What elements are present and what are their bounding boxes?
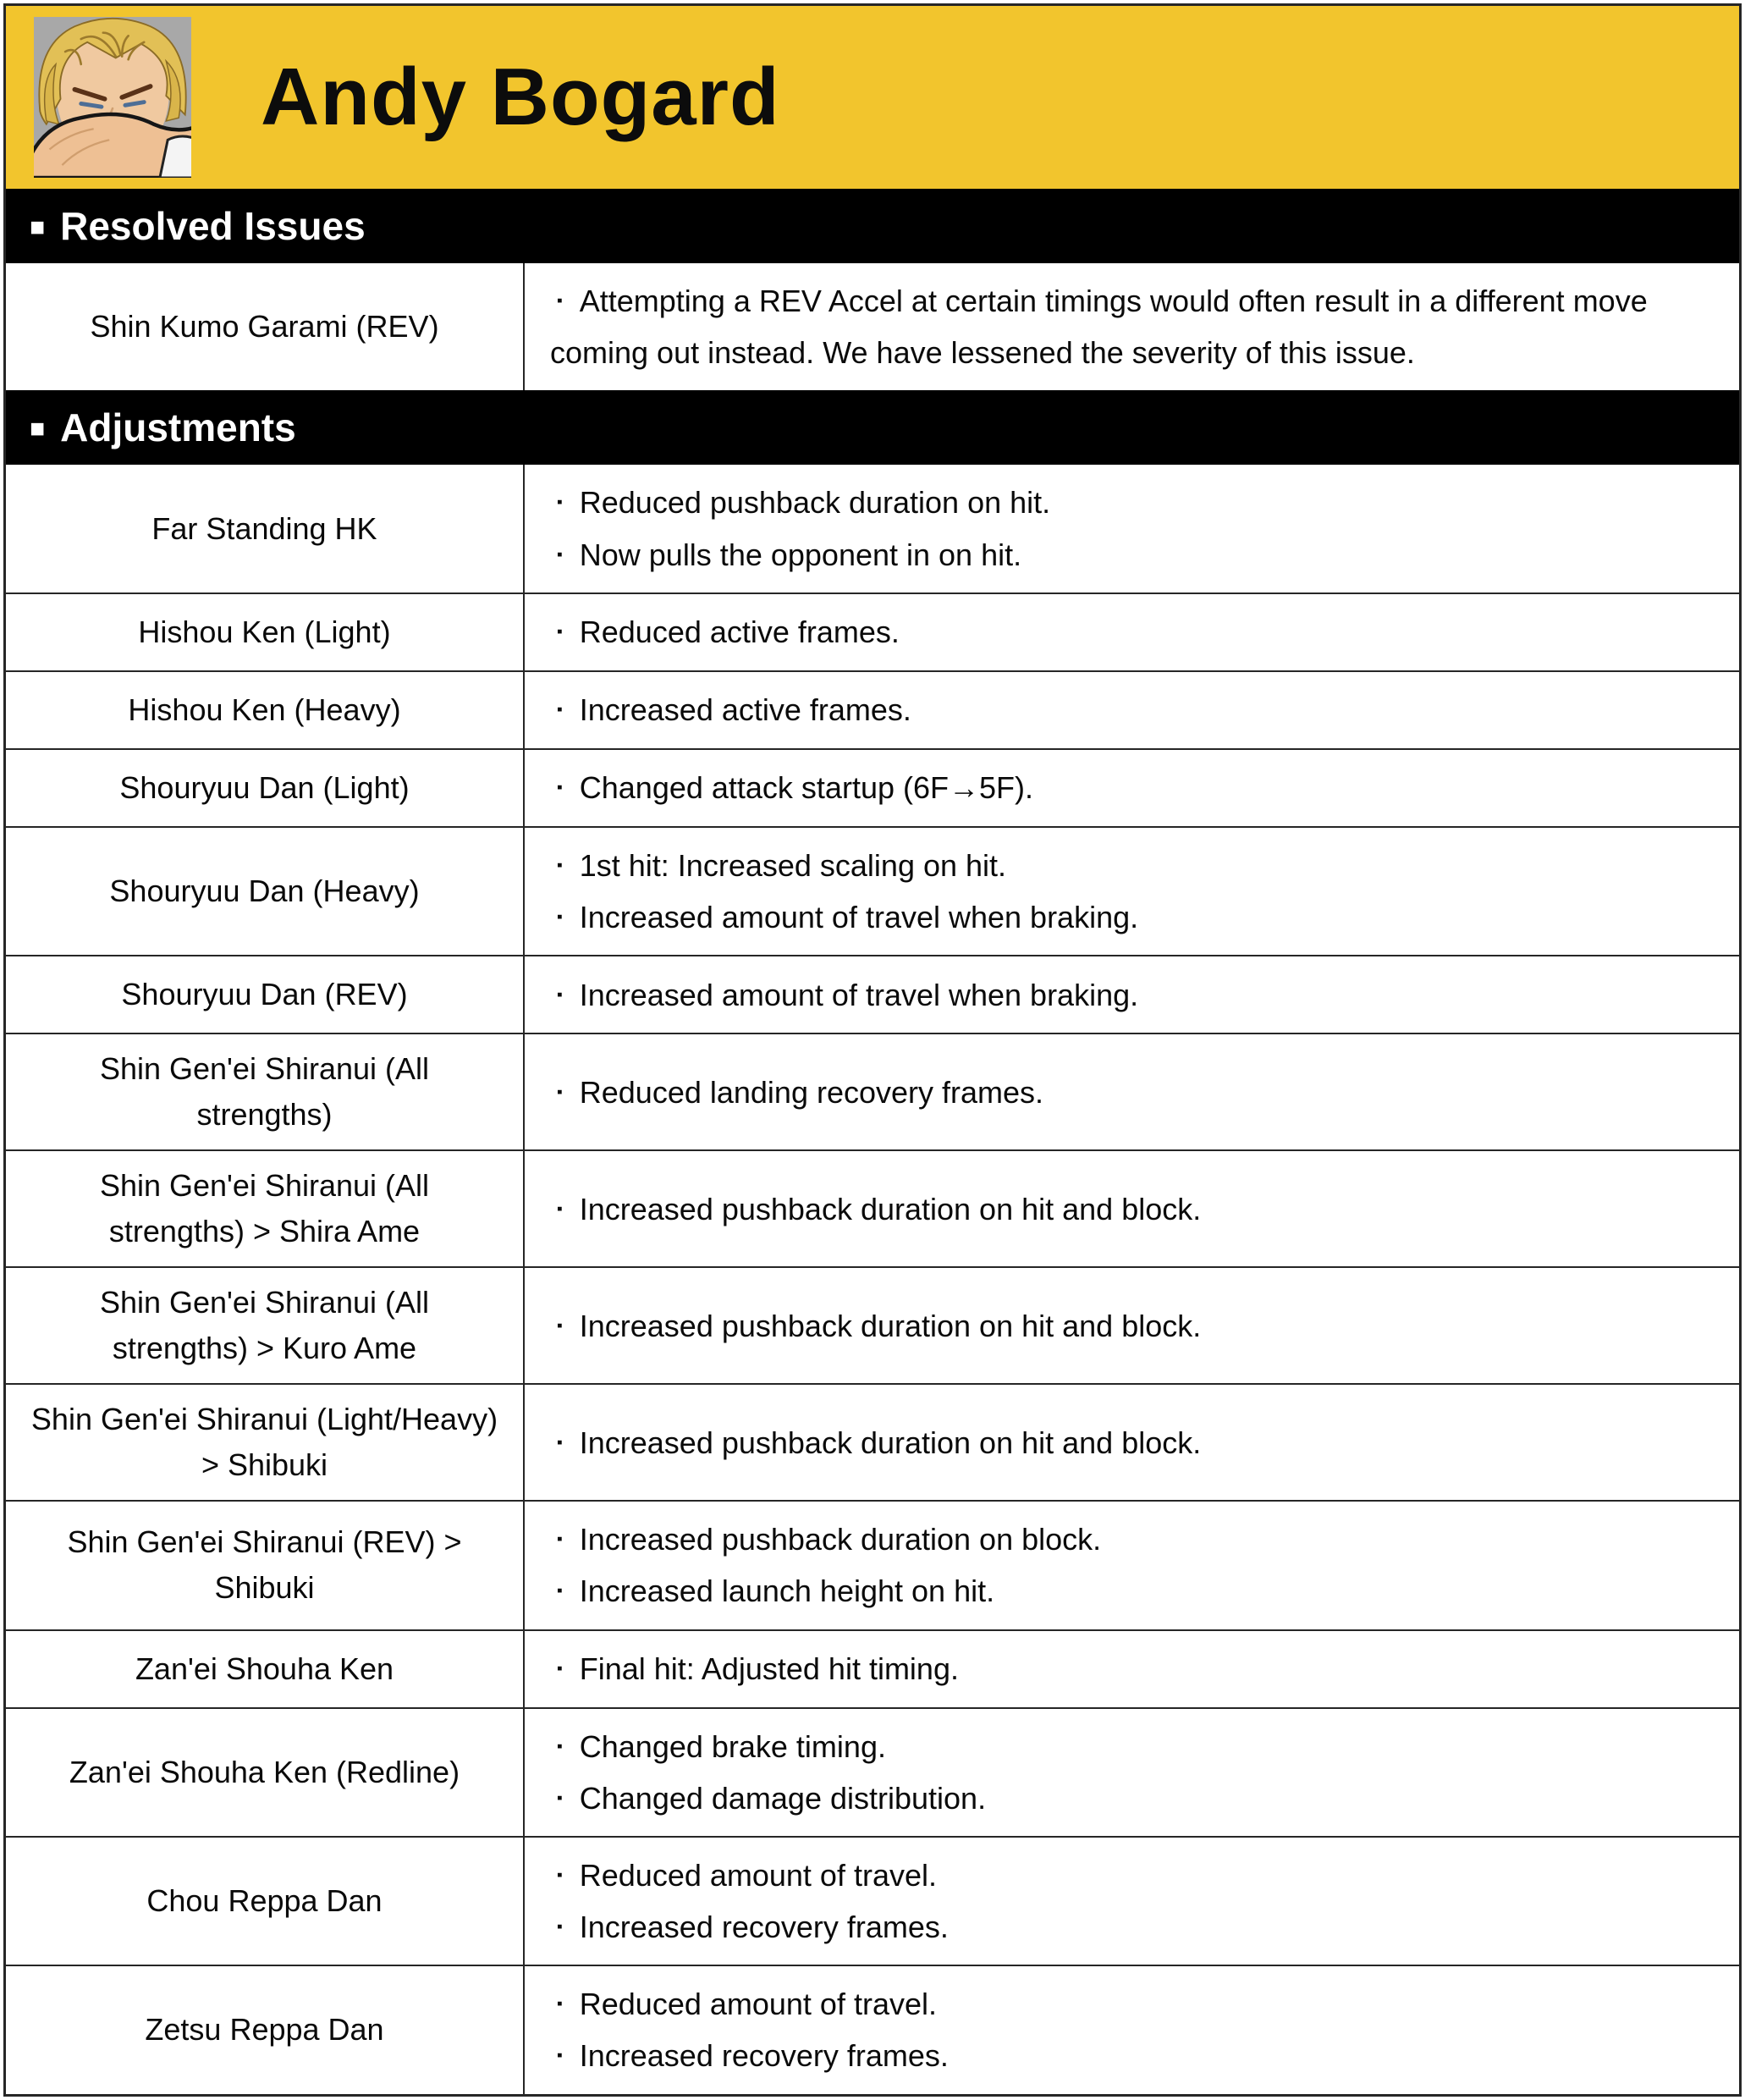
move-name-cell	[6, 594, 525, 670]
change-text: Changed brake timing.	[579, 1728, 886, 1764]
change-item	[550, 1772, 1705, 1824]
bullet-icon: ▪	[557, 493, 563, 512]
table-row	[6, 670, 1739, 748]
table-row	[6, 955, 1739, 1033]
change-text: Changed damage distribution.	[579, 1780, 987, 1816]
move-name: Shin Gen'ei Shiranui (All strengths) > Shira Ame	[99, 1168, 430, 1249]
change-list-cell	[525, 465, 1739, 592]
change-item	[550, 1643, 1705, 1695]
change-item	[550, 1849, 1705, 1901]
change-item	[550, 1417, 1705, 1469]
change-item	[550, 2030, 1705, 2081]
bullet-icon: ▪	[557, 1737, 563, 1756]
move-name: Shin Gen'ei Shiranui (All strengths)	[99, 1051, 430, 1133]
move-name-cell	[6, 1151, 525, 1266]
move-name: Chou Reppa Dan	[146, 1883, 383, 1919]
bullet-icon: ▪	[557, 1199, 563, 1218]
square-marker-icon: ■	[30, 213, 46, 241]
change-item	[550, 684, 1705, 736]
bullet-icon: ▪	[557, 779, 563, 797]
table-row	[6, 748, 1739, 826]
change-item	[550, 840, 1705, 891]
move-name-cell	[6, 672, 525, 748]
section-title: Resolved Issues	[60, 204, 366, 248]
change-text: Increased amount of travel when braking.	[579, 899, 1139, 934]
change-item	[550, 477, 1705, 528]
change-item	[550, 1067, 1705, 1118]
bullet-icon: ▪	[557, 907, 563, 926]
change-item	[550, 891, 1705, 943]
change-list-cell	[525, 1709, 1739, 1836]
section-header-adjustments	[6, 390, 1739, 465]
change-item	[550, 1300, 1705, 1352]
change-text: Increased pushback duration on hit and block.	[579, 1308, 1202, 1343]
change-text: Now pulls the opponent in on hit.	[579, 537, 1022, 572]
table-row	[6, 1629, 1739, 1707]
bullet-icon: ▪	[557, 1789, 563, 1807]
move-name: Hishou Ken (Light)	[138, 614, 391, 649]
move-name: Shin Kumo Garami (REV)	[90, 309, 439, 344]
bullet-icon: ▪	[557, 1659, 563, 1678]
bullet-icon: ▪	[557, 1866, 563, 1884]
move-name: Zan'ei Shouha Ken (Redline)	[69, 1754, 460, 1789]
change-list-cell	[525, 956, 1739, 1033]
bullet-icon: ▪	[557, 1995, 563, 2014]
character-banner	[6, 6, 1739, 189]
section-title: Adjustments	[60, 405, 296, 450]
move-name-cell	[6, 1838, 525, 1965]
change-item	[550, 529, 1705, 581]
change-list-cell	[525, 1151, 1739, 1266]
table-row	[6, 1383, 1739, 1500]
change-text: Reduced amount of travel.	[579, 1987, 937, 2022]
bullet-icon: ▪	[557, 701, 563, 719]
move-name-cell	[6, 956, 525, 1033]
table-row	[6, 465, 1739, 592]
table-row	[6, 826, 1739, 955]
move-name-cell	[6, 1966, 525, 2093]
move-name: Hishou Ken (Heavy)	[128, 692, 401, 727]
change-text: Reduced landing recovery frames.	[579, 1074, 1044, 1110]
move-name-cell	[6, 1385, 525, 1500]
change-list-cell	[525, 1631, 1739, 1707]
change-text: Increased recovery frames.	[579, 2038, 949, 2074]
adjustments-rows	[6, 465, 1739, 2093]
change-list-cell	[525, 1034, 1739, 1149]
bullet-icon: ▪	[557, 2047, 563, 2065]
move-name: Far Standing HK	[151, 510, 377, 546]
move-name: Shin Gen'ei Shiranui (Light/Heavy) > Shibuki	[30, 1402, 498, 1483]
change-list-cell	[525, 263, 1739, 390]
change-list-cell	[525, 1502, 1739, 1629]
table-row	[6, 1033, 1739, 1149]
move-name: Shin Gen'ei Shiranui (All strengths) > Kuro Ame	[99, 1285, 430, 1366]
bullet-icon: ▪	[557, 292, 563, 310]
bullet-icon: ▪	[557, 1083, 563, 1101]
change-text: Increased pushback duration on hit and block.	[579, 1191, 1202, 1226]
move-name: Shouryuu Dan (Heavy)	[109, 873, 420, 908]
move-name-cell	[6, 750, 525, 826]
bullet-icon: ▪	[557, 856, 563, 874]
change-item	[550, 606, 1705, 658]
change-list-cell	[525, 750, 1739, 826]
change-item	[550, 1721, 1705, 1772]
move-name-cell	[6, 1631, 525, 1707]
change-text: Increased active frames.	[579, 692, 911, 728]
table-row	[6, 1149, 1739, 1266]
move-name-cell	[6, 1502, 525, 1629]
character-name: Andy Bogard	[261, 52, 780, 142]
change-text: Increased pushback duration on block.	[579, 1522, 1102, 1557]
change-list-cell	[525, 1385, 1739, 1500]
table-row	[6, 593, 1739, 670]
square-marker-icon: ■	[30, 415, 46, 444]
change-text: Final hit: Adjusted hit timing.	[579, 1651, 959, 1686]
move-name-cell	[6, 828, 525, 955]
bullet-icon: ▪	[557, 985, 563, 1004]
table-row	[6, 1500, 1739, 1629]
move-name: Zan'ei Shouha Ken	[135, 1651, 394, 1686]
change-list-cell	[525, 828, 1739, 955]
resolved-issues-rows	[6, 263, 1739, 390]
change-list-cell	[525, 1268, 1739, 1383]
change-text: Reduced active frames.	[579, 615, 900, 650]
bullet-icon: ▪	[557, 1582, 563, 1601]
change-item	[550, 275, 1705, 378]
move-name: Shouryuu Dan (REV)	[121, 977, 408, 1012]
change-text: Reduced amount of travel.	[579, 1857, 937, 1893]
move-name: Zetsu Reppa Dan	[145, 2012, 384, 2048]
table-row	[6, 1836, 1739, 1965]
table-row	[6, 1266, 1739, 1383]
bullet-icon: ▪	[557, 545, 563, 564]
change-list-cell	[525, 594, 1739, 670]
table-row	[6, 1707, 1739, 1836]
change-list-cell	[525, 672, 1739, 748]
move-name: Shin Gen'ei Shiranui (REV) > Shibuki	[67, 1524, 462, 1606]
change-item	[550, 1513, 1705, 1565]
move-name-cell	[6, 1268, 525, 1383]
change-item	[550, 1978, 1705, 2030]
bullet-icon: ▪	[557, 1316, 563, 1335]
andy-bogard-face-icon	[34, 17, 191, 178]
section-header-resolved-issues	[6, 189, 1739, 263]
change-text: Changed attack startup (6F→5F).	[579, 770, 1033, 806]
move-name-cell	[6, 1709, 525, 1836]
bullet-icon: ▪	[557, 1433, 563, 1452]
change-list-cell	[525, 1838, 1739, 1965]
change-item	[550, 969, 1705, 1021]
change-text: 1st hit: Increased scaling on hit.	[579, 847, 1007, 883]
change-item	[550, 1565, 1705, 1617]
table-row	[6, 263, 1739, 390]
patch-notes-table	[3, 3, 1742, 2097]
bullet-icon: ▪	[557, 623, 563, 642]
change-text: Increased recovery frames.	[579, 1910, 949, 1945]
move-name: Shouryuu Dan (Light)	[119, 769, 410, 805]
change-item	[550, 762, 1705, 813]
table-row	[6, 1965, 1739, 2093]
character-portrait	[34, 17, 191, 178]
change-text: Increased pushback duration on hit and block.	[579, 1425, 1202, 1460]
move-name-cell	[6, 263, 525, 390]
change-list-cell	[525, 1966, 1739, 2093]
move-name-cell	[6, 1034, 525, 1149]
change-text: Increased launch height on hit.	[579, 1574, 995, 1609]
change-text: Attempting a REV Accel at certain timings would often result in a different move coming out instead. We have lessened the severity of this issue.	[550, 284, 1648, 371]
bullet-icon: ▪	[557, 1918, 563, 1937]
change-text: Reduced pushback duration on hit.	[579, 485, 1051, 521]
bullet-icon: ▪	[557, 1530, 563, 1549]
change-item	[550, 1901, 1705, 1953]
move-name-cell	[6, 465, 525, 592]
change-text: Increased amount of travel when braking.	[579, 977, 1139, 1012]
change-item	[550, 1183, 1705, 1235]
